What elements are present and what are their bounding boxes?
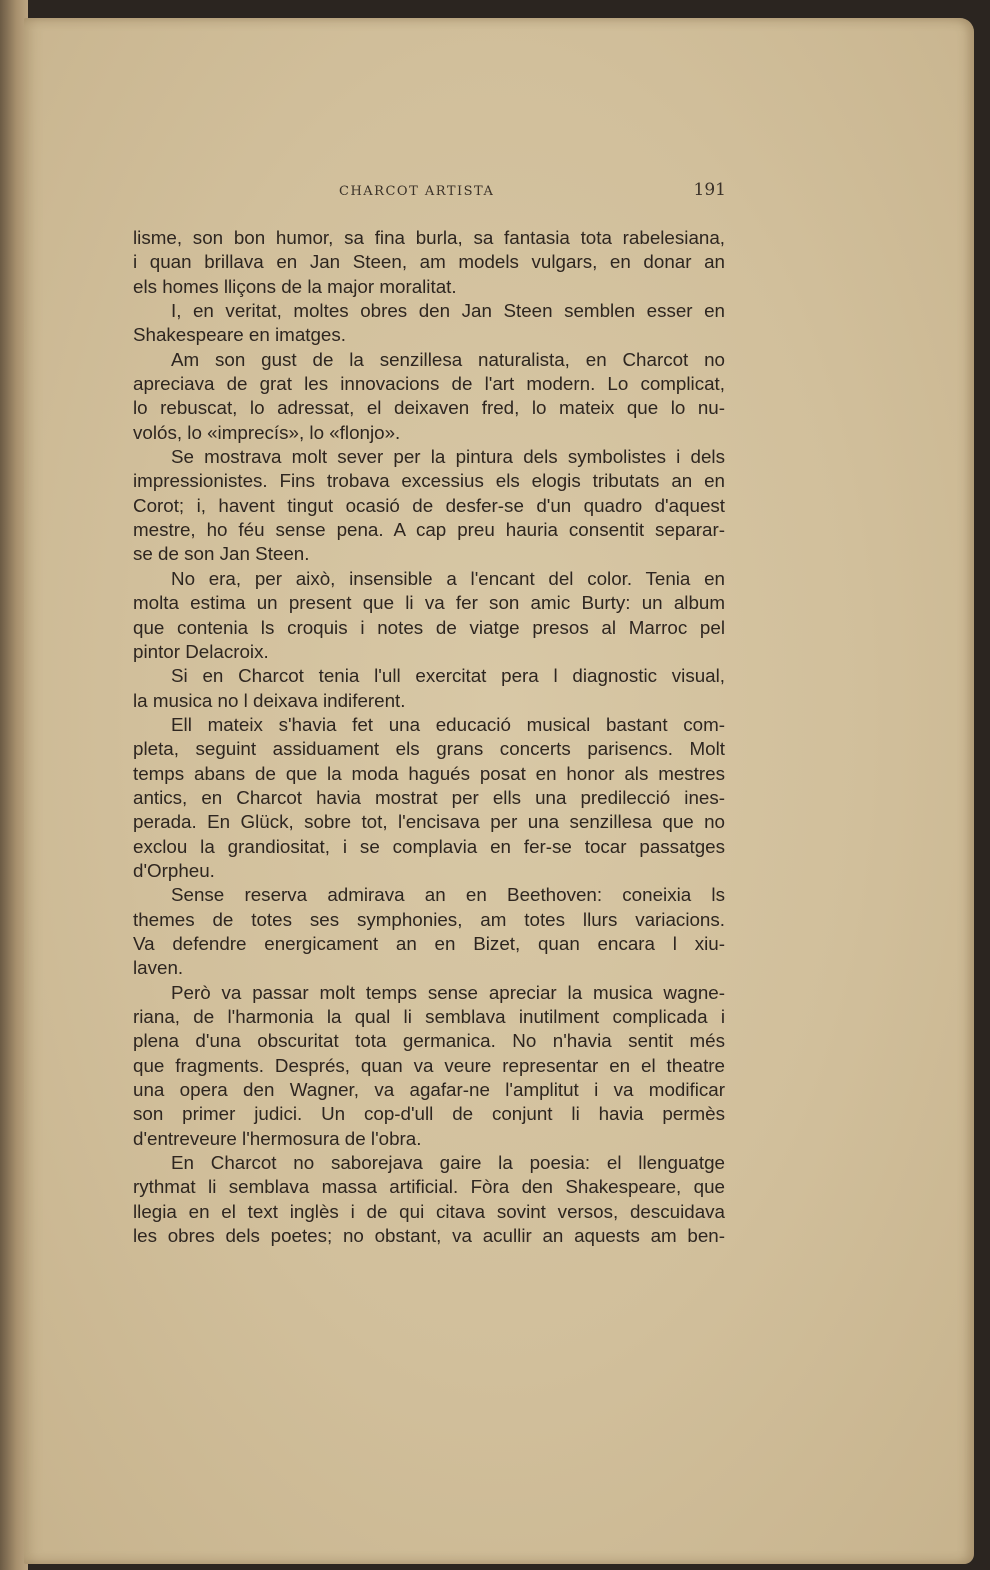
text-line: que contenia ls croquis i notes de viatge presos al Marroc pel (133, 616, 725, 638)
text-line: antics, en Charcot havia mostrat per ells una predilecció ines- (133, 786, 725, 808)
text-line: i quan brillava en Jan Steen, am models vulgars, en donar an (133, 251, 725, 273)
text-line: son primer judici. Un cop-d'ull de conjunt li havia permès (133, 1103, 725, 1125)
text-line: lo rebuscat, lo adressat, el deixaven fred, lo mateix que lo nu- (133, 397, 725, 419)
page-number: 191 (693, 180, 726, 200)
text-line: d'Orpheu. (133, 859, 215, 881)
text-line: llegia en el text inglès i de qui citava sovint versos, descuidava (133, 1200, 725, 1222)
text-line: pintor Delacroix. (133, 640, 269, 662)
text-line: que fragments. Després, quan va veure representar en el theatre (133, 1054, 725, 1076)
text-line: volós, lo «imprecís», lo «flonjo». (133, 421, 401, 443)
text-line: laven. (133, 957, 184, 979)
text-line: rythmat li semblava massa artificial. Fòra den Shakespeare, que (133, 1176, 725, 1198)
text-line: Corot; i, havent tingut ocasió de desfer-se d'un quadro d'aquest (133, 494, 725, 516)
text-line: Ell mateix s'havia fet una educació musical bastant com- (171, 713, 725, 735)
text-line: lisme, son bon humor, sa fina burla, sa fantasia tota rabelesiana, (133, 227, 725, 248)
text-line: En Charcot no saborejava gaire la poesia: el llenguatge (171, 1152, 725, 1174)
text-line: la musica no l deixava indiferent. (133, 689, 406, 711)
text-line: temps abans de que la moda hagués posat en honor als mestres (133, 762, 725, 784)
text-line: perada. En Glück, sobre tot, l'encisava per una senzillesa que no (133, 811, 725, 833)
text-line: Shakespeare en imatges. (133, 324, 346, 346)
text-line: Si en Charcot tenia l'ull exercitat pera l diagnostic visual, (171, 665, 725, 687)
text-line: impressionistes. Fins trobava excessius els elogis tributats an en (133, 470, 725, 492)
text-line: No era, per això, insensible a l'encant del color. Tenia en (171, 567, 725, 589)
text-line: riana, de l'harmonia la qual li semblava inutilment complicada i (133, 1006, 725, 1027)
text-line: Va defendre energicament an en Bizet, quan encara l xiu- (133, 932, 725, 954)
text-line: d'entreveure l'hermosura de l'obra. (133, 1127, 422, 1149)
running-title: CHARCOT ARTISTA (339, 184, 495, 199)
text-line: una opera den Wagner, va agafar-ne l'amplitut i va modificar (133, 1079, 725, 1101)
text-line: exclou la grandiositat, i se complavia en fer-se tocar passatges (133, 835, 725, 857)
text-line: se de son Jan Steen. (133, 543, 310, 565)
text-line: pleta, seguint assiduament els grans concerts parisencs. Molt (133, 738, 725, 760)
text-line: themes de totes ses symphonies, am totes llurs variacions. (133, 908, 725, 930)
text-line: Sense reserva admirava an en Beethoven: coneixia ls (171, 884, 725, 906)
text-line: I, en veritat, moltes obres den Jan Steen semblen esser en (171, 300, 725, 322)
text-line: plena d'una obscuritat tota germanica. No n'havia sentit més (133, 1030, 725, 1052)
running-head (134, 180, 724, 204)
text-line: els homes lliçons de la major moralitat. (133, 275, 457, 297)
text-line: Se mostrava molt sever per la pintura dels symbolistes i dels (171, 446, 725, 468)
text-line: Però va passar molt temps sense apreciar la musica wagne- (171, 981, 725, 1003)
text-line: Am son gust de la senzillesa naturalista, en Charcot no (171, 348, 725, 370)
text-line: molta estima un present que li va fer son amic Burty: un album (133, 592, 725, 614)
text-line: apreciava de grat les innovacions de l'art modern. Lo complicat, (133, 373, 725, 395)
body-text (133, 226, 725, 1248)
text-line: mestre, ho féu sense pena. A cap preu hauria consentit separar- (133, 519, 725, 541)
text-line: les obres dels poetes; no obstant, va acullir an aquests am ben- (133, 1225, 725, 1247)
